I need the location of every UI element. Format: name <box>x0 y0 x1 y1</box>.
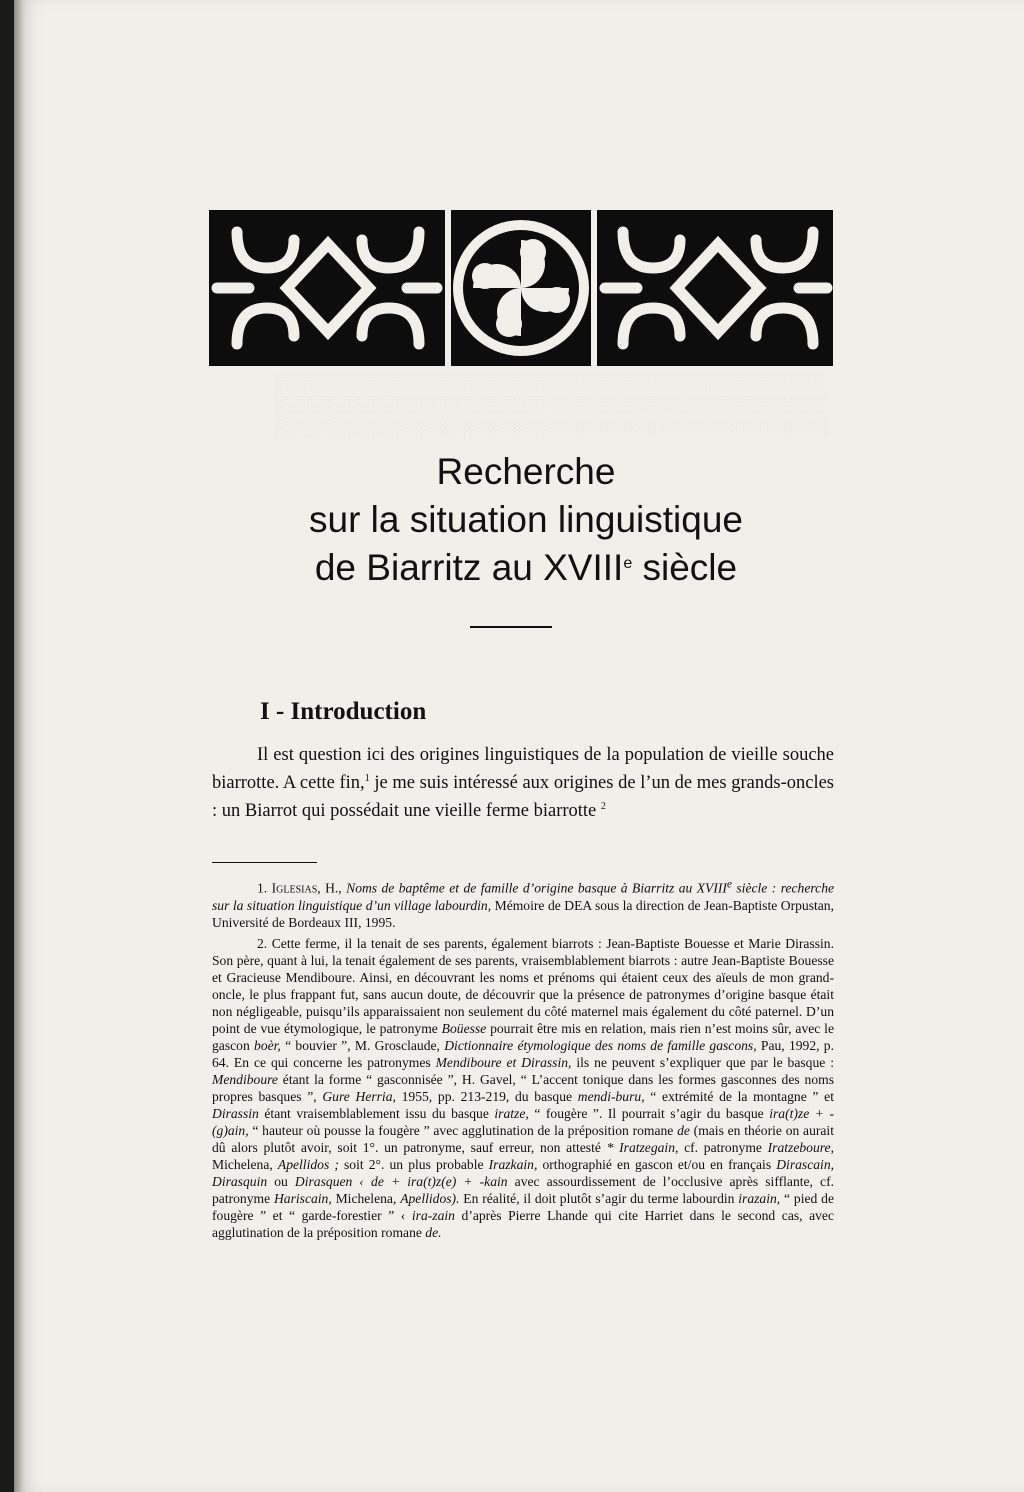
fn2-i8: Dirassin <box>212 1105 259 1121</box>
intro-text-b: je me suis intéressé aux origines de l’un de mes grands-oncles : un Biarrot qui possédait une vieille ferme biarrotte <box>212 773 834 822</box>
intro-text-a: Il est question ici des origines linguistiques de la population de vieille souche biarrotte. A cette fin, <box>212 745 834 794</box>
footnote-2 <box>212 935 834 1241</box>
fn2-i14: Apellidos ; <box>277 1156 339 1172</box>
fn2-t18: avec assourdissement de l’occlusive après sifflante, cf. patronyme <box>212 1173 835 1206</box>
footnotes <box>212 876 834 1245</box>
section-heading: I - Introduction <box>260 698 427 725</box>
fn2-i6: Gure Herria, <box>322 1088 396 1104</box>
title-line-3 <box>194 544 858 592</box>
title-line-1: Recherche <box>436 451 616 492</box>
fn2-i7: mendi-buru, <box>577 1088 645 1104</box>
fn2-i5: Mendiboure <box>212 1071 278 1087</box>
fn2-t16: orthographié en gascon et/ou en français <box>537 1156 777 1172</box>
fn2-i17: Dirasquen ‹ de + ira(t)z(e) + -kain <box>294 1173 508 1189</box>
fn2-t6: étant la forme “ gasconnisée ”, H. Gavel, “ L’accent tonique dans les formes gasconnes des noms propres basques ”, <box>212 1071 834 1104</box>
bleed-through-texture: ░░░░░░░░░░░░░░░░░░░░░░░░░░░░░░░░░░░░░░░░░░░░░░ ░░░░░░░░░░░░░░░░░░░░░░░░░░░░░░░░░░░░░░░░░░░░░░ ░░░░░░░░░░░░░░░░░░░░░░░░░░░░░░░░░░░░░░░░░░░░░░ <box>274 373 829 436</box>
fn1-title-a: Noms de baptême et de famille d’origine basque à Biarritz au XVIII <box>346 880 727 896</box>
fn2-i18: Hariscain, <box>273 1190 332 1206</box>
fn2-t3: “ bouvier ”, M. Grosclaude, <box>280 1037 445 1053</box>
fn2-t11: “ hauteur où pousse la fougère ” avec agglutination de la préposition romane <box>248 1122 678 1138</box>
title-century-superscript: e <box>623 555 633 572</box>
fn2-t20: En réalité, il doit plutôt s’agir du terme labourdin <box>459 1190 739 1206</box>
article-title <box>194 448 858 592</box>
title-line-3-text: de Biarritz au XVIII <box>314 547 624 588</box>
fn2-t1: 2. Cette ferme, il la tenait de ses parents, également biarrots : Jean-Baptiste Bouesse et Marie Dirassin. Son père, quant à lui, la tenait également de ses parents, vraisemblablement biarrots : autre Jean-Baptiste Bouesse et Gracieuse Mendiboure. Ainsi, en découvrant les noms et prénoms qui étaient ceux des aïeuls de mon grand-oncle, le plus frappant fut, sans aucun doute, de découvrir que la présence de patronymes d’origine basque était non négligeable, puisqu’ils apparaissaient non seulement du côté maternel mais également du côté paternel. D’un point de vue étymologique, le patronyme <box>212 935 834 1036</box>
fn2-i4: Mendiboure et Dirassin, <box>435 1054 572 1070</box>
fn2-i13: Iratzeboure, <box>767 1139 834 1155</box>
fn1-author: Iglesias <box>271 880 318 896</box>
title-line-2: sur la situation linguistique <box>309 499 743 540</box>
lauburu-icon <box>453 220 589 356</box>
fn1-rest: Mémoire de DEA sous la direction de Jean-Baptiste Orpustan, Université de Bordeaux III, 1995. <box>212 897 835 930</box>
fn2-i22: de. <box>425 1224 442 1240</box>
page-sheet <box>14 0 1024 1492</box>
fn2-i12: * Iratzegain, <box>606 1139 679 1155</box>
fn2-t5: ils ne peuvent s’expliquer que par le basque : <box>571 1054 834 1070</box>
fn2-i20: irazain, <box>738 1190 781 1206</box>
footnote-1 <box>212 876 834 931</box>
fn2-t14: Michelena, <box>212 1156 278 1172</box>
fn1-title-b: siècle : recherche sur la situation linguistique d’un village labourdin, <box>212 880 835 913</box>
footnote-ref-1[interactable]: 1 <box>364 773 370 784</box>
basque-ornament-banner <box>209 210 833 366</box>
fn1-title-sup: e <box>726 878 732 890</box>
fn2-i9: iratze, <box>494 1105 529 1121</box>
fn2-t13: cf. patronyme <box>678 1139 768 1155</box>
intro-paragraph <box>212 744 834 823</box>
fn2-i1: Boüesse <box>441 1020 487 1036</box>
fn2-t2: pourrait être mis en relation, mais rien n’est moins sûr, avec le gascon <box>212 1020 834 1053</box>
fn2-t17: ou <box>267 1173 295 1189</box>
fn2-t12: (mais en théorie on aurait dû alors plutôt avoir, soit 1°. un patronyme, sauf erreur, non attesté <box>212 1122 834 1155</box>
fn2-t4: Pau, 1992, p. 64. En ce qui concerne les patronymes <box>212 1037 834 1070</box>
fn1-num: 1. <box>257 880 272 896</box>
fn2-t10: “ fougère ”. Il pourrait s’agir du basque <box>528 1105 770 1121</box>
fn2-t22: d’après Pierre Lhande qui cite Harriet dans le second cas, avec agglutination de la préposition romane <box>212 1207 835 1240</box>
fn2-i2: boèr, <box>254 1037 281 1053</box>
title-line-3-end: siècle <box>632 547 738 588</box>
title-divider <box>470 626 552 628</box>
fn2-i10: ira(t)ze + -(g)ain, <box>212 1105 835 1138</box>
fn2-t19: Michelena, <box>331 1190 401 1206</box>
fn2-t9: étant vraisemblablement issu du basque <box>258 1105 495 1121</box>
fn2-i21: ira-zain <box>411 1207 455 1223</box>
fn2-i11: de <box>677 1122 690 1138</box>
fn2-i19: Apellidos). <box>400 1190 460 1206</box>
footnote-divider <box>212 862 317 863</box>
fn2-i15: Irazkain, <box>488 1156 538 1172</box>
footnote-ref-2[interactable]: 2 <box>600 801 606 813</box>
fn2-t15: soit 2°. un plus probable <box>338 1156 489 1172</box>
fn1-author-rest: , H., <box>317 880 347 896</box>
fn2-t21: “ pied de fougère ” et “ garde-forestier ” ‹ <box>212 1190 834 1223</box>
fn2-i3: Dictionnaire étymologique des noms de famille gascons, <box>444 1037 757 1053</box>
fn2-t7: 1955, pp. 213-219, du basque <box>395 1088 578 1104</box>
fn2-i16: Dirascain, Dirasquin <box>212 1156 835 1189</box>
fn2-t8: “ extrémité de la montagne ” et <box>644 1088 834 1104</box>
